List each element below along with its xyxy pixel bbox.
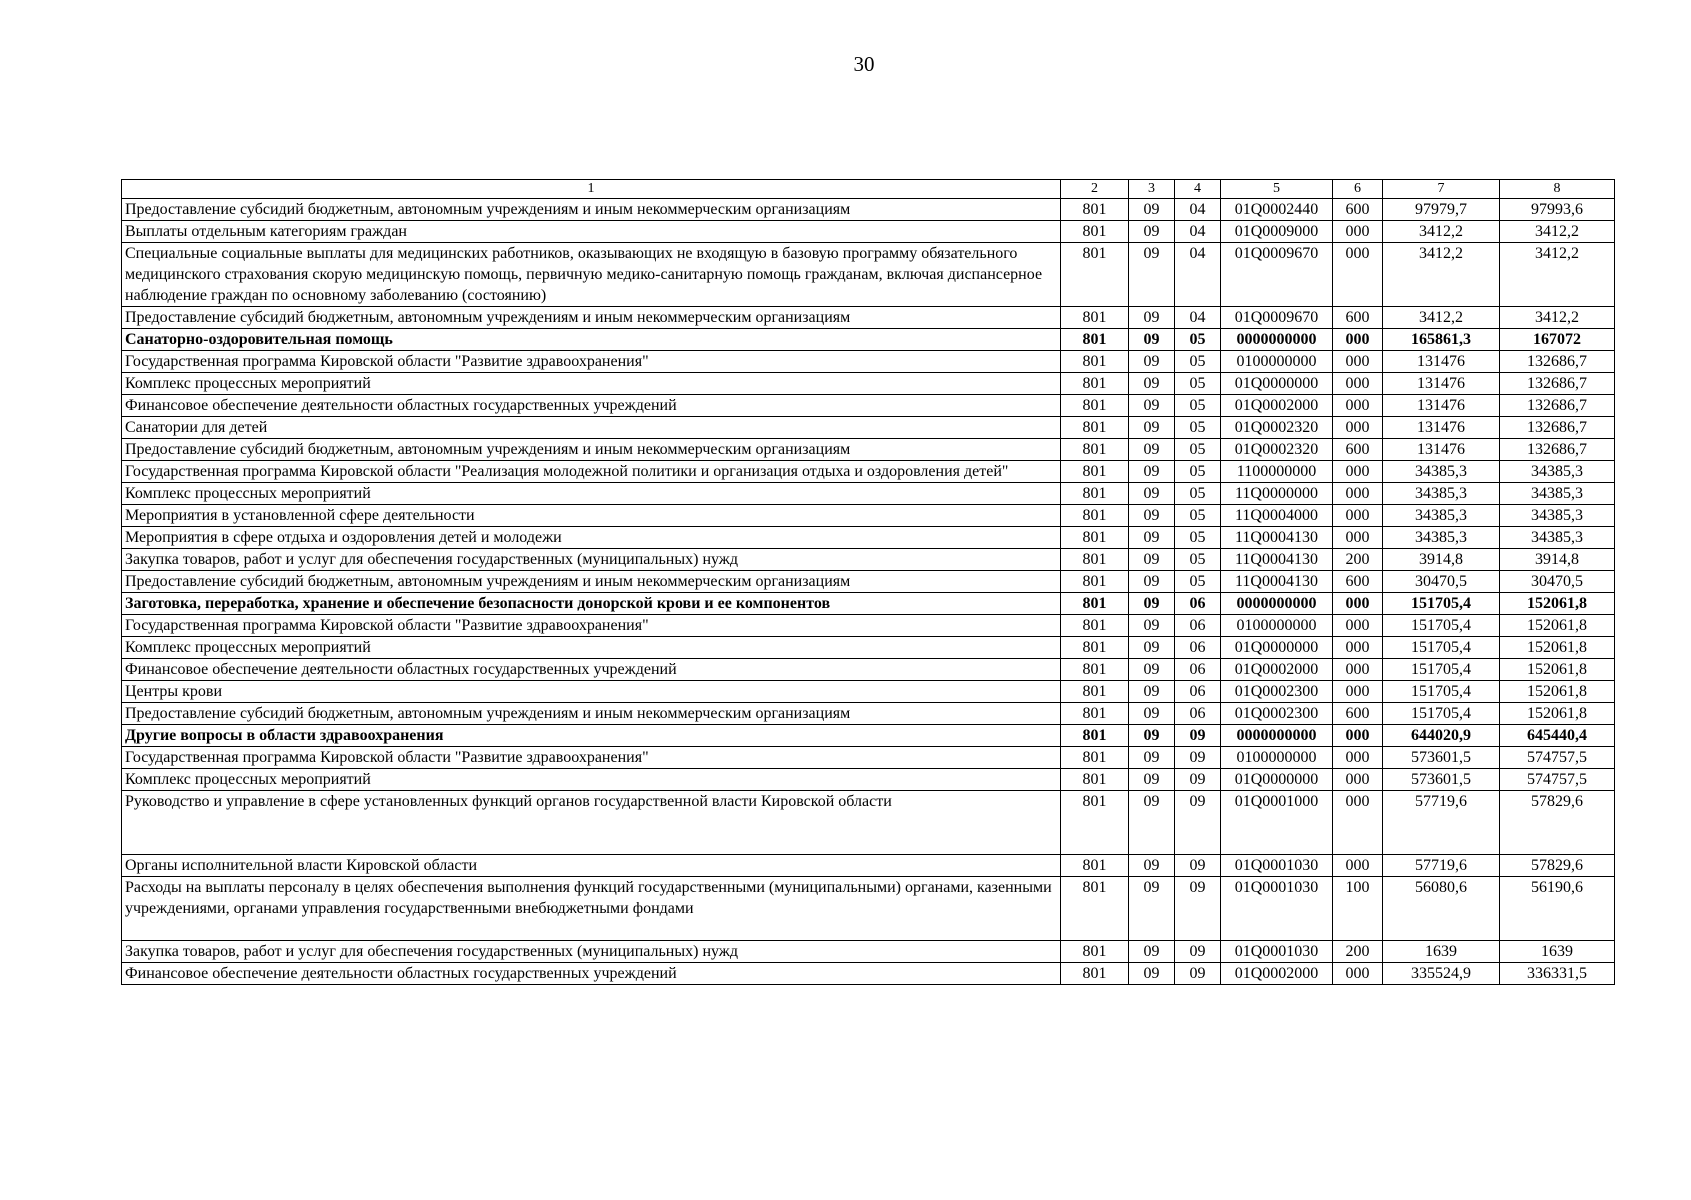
- amount-year-1-cell: 131476: [1383, 439, 1500, 461]
- amount-year-1-cell: 57719,6: [1383, 855, 1500, 877]
- amount-year-2-cell: 34385,3: [1500, 505, 1615, 527]
- subsection-cell: 09: [1175, 747, 1221, 769]
- amount-year-1-cell: 57719,6: [1383, 791, 1500, 855]
- amount-year-2-cell: 57829,6: [1500, 855, 1615, 877]
- amount-year-2-cell: 132686,7: [1500, 395, 1615, 417]
- amount-year-1-cell: 34385,3: [1383, 505, 1500, 527]
- expense-type-cell: 000: [1333, 747, 1383, 769]
- amount-year-1-cell: 3914,8: [1383, 549, 1500, 571]
- admin-code-cell: 801: [1061, 855, 1129, 877]
- table-row: [122, 439, 1615, 461]
- admin-code-cell: 801: [1061, 549, 1129, 571]
- table-row: [122, 395, 1615, 417]
- target-article-cell: 01Q0000000: [1221, 373, 1333, 395]
- table-row: [122, 307, 1615, 329]
- amount-year-2-cell: 152061,8: [1500, 659, 1615, 681]
- expense-type-cell: 000: [1333, 725, 1383, 747]
- amount-year-1-cell: 34385,3: [1383, 461, 1500, 483]
- table-row: [122, 527, 1615, 549]
- target-article-cell: 0100000000: [1221, 351, 1333, 373]
- section-cell: 09: [1129, 329, 1175, 351]
- target-article-cell: 01Q0002440: [1221, 199, 1333, 221]
- table-row: [122, 461, 1615, 483]
- target-article-cell: 0000000000: [1221, 329, 1333, 351]
- amount-year-2-cell: 3412,2: [1500, 243, 1615, 307]
- column-header: 8: [1500, 180, 1615, 199]
- amount-year-2-cell: 3412,2: [1500, 307, 1615, 329]
- row-name-cell: Закупка товаров, работ и услуг для обеспечения государственных (муниципальных) нужд: [122, 941, 1061, 963]
- target-article-cell: 0100000000: [1221, 615, 1333, 637]
- row-name-cell: Комплекс процессных мероприятий: [122, 769, 1061, 791]
- target-article-cell: 01Q0000000: [1221, 637, 1333, 659]
- row-name-cell: Закупка товаров, работ и услуг для обеспечения государственных (муниципальных) нужд: [122, 549, 1061, 571]
- amount-year-2-cell: 152061,8: [1500, 681, 1615, 703]
- expense-type-cell: 000: [1333, 505, 1383, 527]
- subsection-cell: 04: [1175, 243, 1221, 307]
- row-name-cell: Финансовое обеспечение деятельности областных государственных учреждений: [122, 395, 1061, 417]
- target-article-cell: 0000000000: [1221, 593, 1333, 615]
- amount-year-2-cell: 34385,3: [1500, 483, 1615, 505]
- expense-type-cell: 000: [1333, 855, 1383, 877]
- table-row: [122, 941, 1615, 963]
- expense-type-cell: 200: [1333, 549, 1383, 571]
- amount-year-2-cell: 3914,8: [1500, 549, 1615, 571]
- amount-year-1-cell: 34385,3: [1383, 483, 1500, 505]
- subsection-cell: 05: [1175, 417, 1221, 439]
- expense-type-cell: 000: [1333, 221, 1383, 243]
- amount-year-1-cell: 644020,9: [1383, 725, 1500, 747]
- row-name-cell: Другие вопросы в области здравоохранения: [122, 725, 1061, 747]
- amount-year-2-cell: 3412,2: [1500, 221, 1615, 243]
- section-cell: 09: [1129, 483, 1175, 505]
- admin-code-cell: 801: [1061, 941, 1129, 963]
- expense-type-cell: 600: [1333, 439, 1383, 461]
- target-article-cell: 01Q0002300: [1221, 681, 1333, 703]
- admin-code-cell: 801: [1061, 527, 1129, 549]
- section-cell: 09: [1129, 637, 1175, 659]
- target-article-cell: 01Q0009670: [1221, 307, 1333, 329]
- expense-type-cell: 000: [1333, 373, 1383, 395]
- target-article-cell: 01Q0002000: [1221, 659, 1333, 681]
- amount-year-2-cell: 645440,4: [1500, 725, 1615, 747]
- subsection-cell: 06: [1175, 637, 1221, 659]
- expense-type-cell: 200: [1333, 941, 1383, 963]
- subsection-cell: 06: [1175, 659, 1221, 681]
- section-cell: 09: [1129, 243, 1175, 307]
- section-cell: 09: [1129, 703, 1175, 725]
- row-name-cell: Санатории для детей: [122, 417, 1061, 439]
- subsection-cell: 05: [1175, 395, 1221, 417]
- admin-code-cell: 801: [1061, 681, 1129, 703]
- subsection-cell: 09: [1175, 963, 1221, 985]
- amount-year-2-cell: 574757,5: [1500, 769, 1615, 791]
- row-name-cell: Мероприятия в сфере отдыха и оздоровления детей и молодежи: [122, 527, 1061, 549]
- subsection-cell: 04: [1175, 199, 1221, 221]
- amount-year-1-cell: 3412,2: [1383, 221, 1500, 243]
- section-cell: 09: [1129, 593, 1175, 615]
- amount-year-1-cell: 573601,5: [1383, 747, 1500, 769]
- admin-code-cell: 801: [1061, 769, 1129, 791]
- row-name-cell: Предоставление субсидий бюджетным, автономным учреждениям и иным некоммерческим организациям: [122, 199, 1061, 221]
- expense-type-cell: 000: [1333, 791, 1383, 855]
- row-name-cell: Предоставление субсидий бюджетным, автономным учреждениям и иным некоммерческим организациям: [122, 571, 1061, 593]
- row-name-cell: Комплекс процессных мероприятий: [122, 373, 1061, 395]
- expense-type-cell: 000: [1333, 681, 1383, 703]
- admin-code-cell: 801: [1061, 417, 1129, 439]
- amount-year-1-cell: 151705,4: [1383, 659, 1500, 681]
- target-article-cell: 01Q0000000: [1221, 769, 1333, 791]
- admin-code-cell: 801: [1061, 351, 1129, 373]
- amount-year-2-cell: 574757,5: [1500, 747, 1615, 769]
- section-cell: 09: [1129, 373, 1175, 395]
- target-article-cell: 01Q0001030: [1221, 855, 1333, 877]
- amount-year-2-cell: 336331,5: [1500, 963, 1615, 985]
- table-row: [122, 199, 1615, 221]
- amount-year-1-cell: 165861,3: [1383, 329, 1500, 351]
- expense-type-cell: 600: [1333, 199, 1383, 221]
- table-row: [122, 221, 1615, 243]
- amount-year-1-cell: 30470,5: [1383, 571, 1500, 593]
- target-article-cell: 1100000000: [1221, 461, 1333, 483]
- row-name-cell: Государственная программа Кировской области "Развитие здравоохранения": [122, 615, 1061, 637]
- admin-code-cell: 801: [1061, 329, 1129, 351]
- target-article-cell: 01Q0001000: [1221, 791, 1333, 855]
- target-article-cell: 11Q0000000: [1221, 483, 1333, 505]
- expense-type-cell: 000: [1333, 329, 1383, 351]
- section-cell: 09: [1129, 461, 1175, 483]
- target-article-cell: 11Q0004130: [1221, 549, 1333, 571]
- section-cell: 09: [1129, 549, 1175, 571]
- amount-year-2-cell: 30470,5: [1500, 571, 1615, 593]
- amount-year-1-cell: 335524,9: [1383, 963, 1500, 985]
- section-cell: 09: [1129, 199, 1175, 221]
- section-cell: 09: [1129, 941, 1175, 963]
- table-body: [122, 199, 1615, 985]
- expense-type-cell: 000: [1333, 395, 1383, 417]
- table-row: [122, 571, 1615, 593]
- table-row: [122, 329, 1615, 351]
- amount-year-1-cell: 151705,4: [1383, 703, 1500, 725]
- subsection-cell: 06: [1175, 593, 1221, 615]
- column-header: 2: [1061, 180, 1129, 199]
- row-name-cell: Расходы на выплаты персоналу в целях обеспечения выполнения функций государственными (муниципальными) органами, казенными учреждениями, органами управления государственными внебюджетными фондами: [122, 877, 1061, 941]
- admin-code-cell: 801: [1061, 747, 1129, 769]
- subsection-cell: 05: [1175, 549, 1221, 571]
- target-article-cell: 01Q0009670: [1221, 243, 1333, 307]
- expense-type-cell: 000: [1333, 417, 1383, 439]
- admin-code-cell: 801: [1061, 593, 1129, 615]
- row-name-cell: Предоставление субсидий бюджетным, автономным учреждениям и иным некоммерческим организациям: [122, 703, 1061, 725]
- table-row: [122, 681, 1615, 703]
- target-article-cell: 11Q0004000: [1221, 505, 1333, 527]
- column-header: 1: [122, 180, 1061, 199]
- amount-year-1-cell: 151705,4: [1383, 615, 1500, 637]
- target-article-cell: 01Q0001030: [1221, 877, 1333, 941]
- expense-type-cell: 000: [1333, 637, 1383, 659]
- admin-code-cell: 801: [1061, 483, 1129, 505]
- amount-year-2-cell: 56190,6: [1500, 877, 1615, 941]
- expense-type-cell: 600: [1333, 571, 1383, 593]
- row-name-cell: Мероприятия в установленной сфере деятельности: [122, 505, 1061, 527]
- section-cell: 09: [1129, 527, 1175, 549]
- target-article-cell: 01Q0002000: [1221, 963, 1333, 985]
- amount-year-2-cell: 34385,3: [1500, 461, 1615, 483]
- admin-code-cell: 801: [1061, 199, 1129, 221]
- row-name-cell: Выплаты отдельным категориям граждан: [122, 221, 1061, 243]
- section-cell: 09: [1129, 395, 1175, 417]
- expense-type-cell: 000: [1333, 483, 1383, 505]
- amount-year-1-cell: 34385,3: [1383, 527, 1500, 549]
- admin-code-cell: 801: [1061, 963, 1129, 985]
- admin-code-cell: 801: [1061, 307, 1129, 329]
- table-row: [122, 855, 1615, 877]
- expense-type-cell: 000: [1333, 593, 1383, 615]
- section-cell: 09: [1129, 615, 1175, 637]
- amount-year-2-cell: 34385,3: [1500, 527, 1615, 549]
- target-article-cell: 01Q0002000: [1221, 395, 1333, 417]
- row-name-cell: Государственная программа Кировской области "Развитие здравоохранения": [122, 351, 1061, 373]
- row-name-cell: Заготовка, переработка, хранение и обеспечение безопасности донорской крови и ее компонентов: [122, 593, 1061, 615]
- subsection-cell: 09: [1175, 769, 1221, 791]
- table-row: [122, 659, 1615, 681]
- subsection-cell: 09: [1175, 791, 1221, 855]
- section-cell: 09: [1129, 855, 1175, 877]
- row-name-cell: Центры крови: [122, 681, 1061, 703]
- admin-code-cell: 801: [1061, 637, 1129, 659]
- subsection-cell: 09: [1175, 877, 1221, 941]
- admin-code-cell: 801: [1061, 791, 1129, 855]
- table-row: [122, 877, 1615, 941]
- amount-year-2-cell: 167072: [1500, 329, 1615, 351]
- column-header: 6: [1333, 180, 1383, 199]
- amount-year-1-cell: 131476: [1383, 417, 1500, 439]
- amount-year-1-cell: 151705,4: [1383, 593, 1500, 615]
- amount-year-1-cell: 3412,2: [1383, 307, 1500, 329]
- table-row: [122, 769, 1615, 791]
- admin-code-cell: 801: [1061, 221, 1129, 243]
- expense-type-cell: 000: [1333, 615, 1383, 637]
- section-cell: 09: [1129, 963, 1175, 985]
- subsection-cell: 05: [1175, 505, 1221, 527]
- expense-type-cell: 100: [1333, 877, 1383, 941]
- amount-year-2-cell: 132686,7: [1500, 373, 1615, 395]
- column-header: 3: [1129, 180, 1175, 199]
- target-article-cell: 0100000000: [1221, 747, 1333, 769]
- column-header: 7: [1383, 180, 1500, 199]
- section-cell: 09: [1129, 417, 1175, 439]
- section-cell: 09: [1129, 681, 1175, 703]
- amount-year-2-cell: 1639: [1500, 941, 1615, 963]
- subsection-cell: 06: [1175, 681, 1221, 703]
- row-name-cell: Комплекс процессных мероприятий: [122, 637, 1061, 659]
- amount-year-2-cell: 152061,8: [1500, 593, 1615, 615]
- admin-code-cell: 801: [1061, 243, 1129, 307]
- amount-year-2-cell: 97993,6: [1500, 199, 1615, 221]
- admin-code-cell: 801: [1061, 615, 1129, 637]
- target-article-cell: 01Q0002300: [1221, 703, 1333, 725]
- subsection-cell: 05: [1175, 329, 1221, 351]
- row-name-cell: Государственная программа Кировской области "Развитие здравоохранения": [122, 747, 1061, 769]
- amount-year-2-cell: 132686,7: [1500, 417, 1615, 439]
- row-name-cell: Финансовое обеспечение деятельности областных государственных учреждений: [122, 659, 1061, 681]
- section-cell: 09: [1129, 659, 1175, 681]
- table-row: [122, 703, 1615, 725]
- subsection-cell: 05: [1175, 483, 1221, 505]
- subsection-cell: 05: [1175, 439, 1221, 461]
- row-name-cell: Предоставление субсидий бюджетным, автономным учреждениям и иным некоммерческим организациям: [122, 439, 1061, 461]
- section-cell: 09: [1129, 571, 1175, 593]
- table-row: [122, 243, 1615, 307]
- admin-code-cell: 801: [1061, 877, 1129, 941]
- row-name-cell: Финансовое обеспечение деятельности областных государственных учреждений: [122, 963, 1061, 985]
- expense-type-cell: 000: [1333, 659, 1383, 681]
- subsection-cell: 09: [1175, 725, 1221, 747]
- table-row: [122, 637, 1615, 659]
- amount-year-2-cell: 132686,7: [1500, 351, 1615, 373]
- expense-type-cell: 000: [1333, 769, 1383, 791]
- amount-year-2-cell: 152061,8: [1500, 615, 1615, 637]
- column-header: 5: [1221, 180, 1333, 199]
- expense-type-cell: 000: [1333, 351, 1383, 373]
- budget-table: [121, 179, 1615, 985]
- section-cell: 09: [1129, 769, 1175, 791]
- table-row: [122, 351, 1615, 373]
- section-cell: 09: [1129, 505, 1175, 527]
- table-row: [122, 593, 1615, 615]
- subsection-cell: 06: [1175, 703, 1221, 725]
- table-row: [122, 747, 1615, 769]
- expense-type-cell: 000: [1333, 963, 1383, 985]
- admin-code-cell: 801: [1061, 659, 1129, 681]
- amount-year-2-cell: 132686,7: [1500, 439, 1615, 461]
- subsection-cell: 06: [1175, 615, 1221, 637]
- section-cell: 09: [1129, 725, 1175, 747]
- table-row: [122, 615, 1615, 637]
- table-row: [122, 791, 1615, 855]
- admin-code-cell: 801: [1061, 439, 1129, 461]
- admin-code-cell: 801: [1061, 725, 1129, 747]
- target-article-cell: 01Q0009000: [1221, 221, 1333, 243]
- amount-year-1-cell: 3412,2: [1383, 243, 1500, 307]
- expense-type-cell: 600: [1333, 703, 1383, 725]
- target-article-cell: 01Q0001030: [1221, 941, 1333, 963]
- amount-year-1-cell: 131476: [1383, 351, 1500, 373]
- section-cell: 09: [1129, 877, 1175, 941]
- target-article-cell: 01Q0002320: [1221, 417, 1333, 439]
- section-cell: 09: [1129, 307, 1175, 329]
- admin-code-cell: 801: [1061, 395, 1129, 417]
- section-cell: 09: [1129, 351, 1175, 373]
- row-name-cell: Предоставление субсидий бюджетным, автономным учреждениям и иным некоммерческим организациям: [122, 307, 1061, 329]
- amount-year-2-cell: 57829,6: [1500, 791, 1615, 855]
- row-name-cell: Органы исполнительной власти Кировской области: [122, 855, 1061, 877]
- subsection-cell: 04: [1175, 307, 1221, 329]
- amount-year-1-cell: 56080,6: [1383, 877, 1500, 941]
- expense-type-cell: 000: [1333, 243, 1383, 307]
- table-row: [122, 373, 1615, 395]
- subsection-cell: 05: [1175, 571, 1221, 593]
- amount-year-1-cell: 1639: [1383, 941, 1500, 963]
- amount-year-2-cell: 152061,8: [1500, 637, 1615, 659]
- amount-year-1-cell: 573601,5: [1383, 769, 1500, 791]
- table-row: [122, 483, 1615, 505]
- amount-year-1-cell: 131476: [1383, 395, 1500, 417]
- section-cell: 09: [1129, 221, 1175, 243]
- section-cell: 09: [1129, 791, 1175, 855]
- amount-year-2-cell: 152061,8: [1500, 703, 1615, 725]
- amount-year-1-cell: 151705,4: [1383, 637, 1500, 659]
- table-row: [122, 549, 1615, 571]
- row-name-cell: Руководство и управление в сфере установленных функций органов государственной власти Кировской области: [122, 791, 1061, 855]
- admin-code-cell: 801: [1061, 373, 1129, 395]
- admin-code-cell: 801: [1061, 505, 1129, 527]
- column-header: 4: [1175, 180, 1221, 199]
- subsection-cell: 05: [1175, 461, 1221, 483]
- expense-type-cell: 000: [1333, 527, 1383, 549]
- row-name-cell: Государственная программа Кировской области "Реализация молодежной политики и организация отдыха и оздоровления детей": [122, 461, 1061, 483]
- row-name-cell: Санаторно-оздоровительная помощь: [122, 329, 1061, 351]
- expense-type-cell: 000: [1333, 461, 1383, 483]
- header-row: [122, 180, 1615, 199]
- amount-year-1-cell: 97979,7: [1383, 199, 1500, 221]
- table-row: [122, 505, 1615, 527]
- section-cell: 09: [1129, 439, 1175, 461]
- subsection-cell: 05: [1175, 351, 1221, 373]
- amount-year-1-cell: 131476: [1383, 373, 1500, 395]
- admin-code-cell: 801: [1061, 571, 1129, 593]
- subsection-cell: 05: [1175, 373, 1221, 395]
- expense-type-cell: 600: [1333, 307, 1383, 329]
- target-article-cell: 0000000000: [1221, 725, 1333, 747]
- amount-year-1-cell: 151705,4: [1383, 681, 1500, 703]
- target-article-cell: 11Q0004130: [1221, 571, 1333, 593]
- admin-code-cell: 801: [1061, 461, 1129, 483]
- target-article-cell: 01Q0002320: [1221, 439, 1333, 461]
- table-row: [122, 725, 1615, 747]
- subsection-cell: 05: [1175, 527, 1221, 549]
- table-row: [122, 417, 1615, 439]
- subsection-cell: 09: [1175, 855, 1221, 877]
- target-article-cell: 11Q0004130: [1221, 527, 1333, 549]
- page-number: 30: [853, 52, 875, 76]
- row-name-cell: Комплекс процессных мероприятий: [122, 483, 1061, 505]
- table-row: [122, 963, 1615, 985]
- row-name-cell: Специальные социальные выплаты для медицинских работников, оказывающих не входящую в базовую программу обязательного медицинского страхования скорую медицинскую помощь, первичную медико-санитарную помощь гражданам, включая диспансерное наблюдение граждан по основному заболеванию (состоянию): [122, 243, 1061, 307]
- subsection-cell: 04: [1175, 221, 1221, 243]
- section-cell: 09: [1129, 747, 1175, 769]
- subsection-cell: 09: [1175, 941, 1221, 963]
- admin-code-cell: 801: [1061, 703, 1129, 725]
